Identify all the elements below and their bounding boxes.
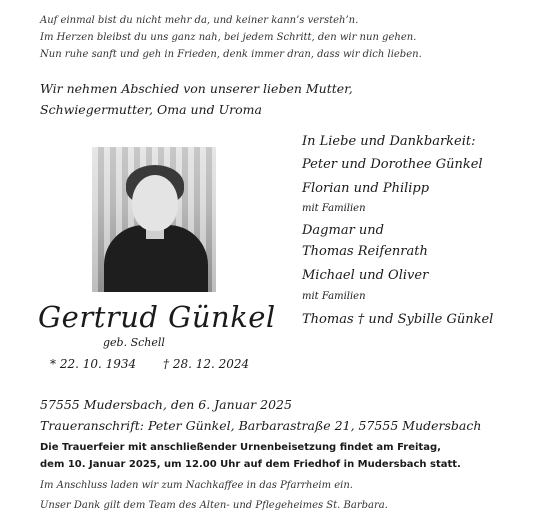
mourners-heading: In Liebe und Dankbarkeit: [302, 134, 476, 149]
maiden-name: geb. Schell [103, 336, 165, 349]
service-info-line-1: Die Trauerfeier mit anschließender Urnenbeisetzung findet am Freitag, [40, 442, 441, 453]
death-date: † 28. 12. 2024 [163, 357, 250, 371]
mourner-line: Michael und Oliver [302, 268, 429, 283]
coffee-invitation: Im Anschluss laden wir zum Nachkaffee in das Pfarrheim ein. [40, 480, 353, 491]
intro-line-1: Wir nehmen Abschied von unserer lieben Mutter, [40, 81, 353, 96]
mourner-line: Thomas † und Sybille Günkel [302, 312, 494, 327]
mourning-address: Traueranschrift: Peter Günkel, Barbarastraße 21, 57555 Mudersbach [40, 418, 482, 433]
birth-date: * 22. 10. 1934 [50, 357, 137, 371]
portrait-photo [92, 147, 216, 292]
intro-line-2: Schwiegermutter, Oma und Uroma [40, 102, 262, 117]
mourner-line: mit Familien [302, 203, 366, 214]
poem-line-3: Nun ruhe sanft und geh in Frieden, denk immer dran, dass wir dich lieben. [40, 49, 422, 60]
thanks-note: Unser Dank gilt dem Team des Alten- und Pflegeheimes St. Barbara. [40, 500, 388, 511]
poem-line-1: Auf einmal bist du nicht mehr da, und keiner kann’s versteh’n. [40, 15, 359, 26]
mourner-line: mit Familien [302, 291, 366, 302]
mourner-line: Thomas Reifenrath [302, 244, 428, 259]
deceased-name: Gertrud Günkel [38, 300, 276, 334]
poem-line-2: Im Herzen bleibst du uns ganz nah, bei jedem Schritt, den wir nun gehen. [40, 32, 417, 43]
mourner-line: Florian und Philipp [302, 181, 430, 196]
place-date: 57555 Mudersbach, den 6. Januar 2025 [40, 397, 292, 412]
mourner-line: Dagmar und [302, 223, 384, 238]
mourner-line: Peter und Dorothee Günkel [302, 157, 483, 172]
service-info-line-2: dem 10. Januar 2025, um 12.00 Uhr auf dem Friedhof in Mudersbach statt. [40, 459, 461, 470]
